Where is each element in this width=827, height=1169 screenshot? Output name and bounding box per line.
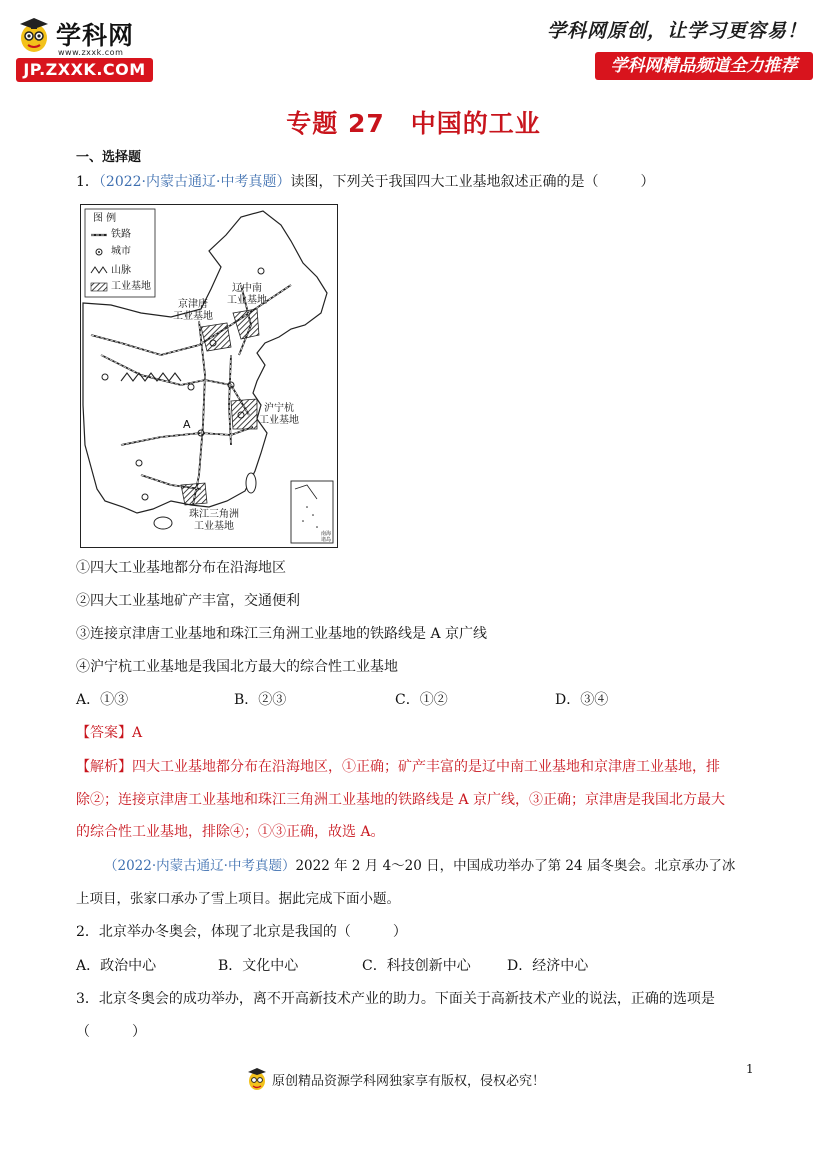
q2-option-c[interactable]: C．科技创新中心 <box>362 958 471 974</box>
section-heading: 一、选择题 <box>76 150 142 165</box>
zxxk-logo[interactable] <box>16 14 156 82</box>
label-jingjintang-name: 京津唐 <box>178 299 208 310</box>
footer-copyright: 原创精品资源学科网独家享有版权，侵权必究！ <box>272 1074 546 1089</box>
q1-statement-4: ④沪宁杭工业基地是我国北方最大的综合性工业基地 <box>76 659 398 675</box>
label-inset: 南海诸岛 <box>320 531 331 543</box>
q1-option-c[interactable]: C．①② <box>395 692 448 708</box>
china-industrial-bases-map <box>80 204 338 548</box>
q1-number: 1． <box>76 174 99 190</box>
label-zhujiang <box>189 509 239 533</box>
q1-source: （2022·内蒙古通辽·中考真题） <box>98 174 291 190</box>
label-liaozhongnan <box>227 283 267 307</box>
legend-city: 城市 <box>111 246 131 257</box>
passage-line-2: 上项目，张家口承办了雪上项目。据此完成下面小题。 <box>76 891 400 907</box>
label-jingjintang-type: 工业基地 <box>173 311 213 322</box>
title-topic-name: 中国的工业 <box>410 109 541 138</box>
zhujiang-hatch <box>181 483 207 505</box>
legend-railway: 铁路 <box>111 229 131 240</box>
label-a-railway: A <box>183 418 191 431</box>
q3-blank: （ ） <box>76 1024 146 1040</box>
passage-text-1: 2022 年 2 月 4～20 日，中国成功举办了第 24 届冬奥会。北京承办了冰 <box>295 858 736 874</box>
passage-source: （2022·内蒙古通辽·中考真题） <box>104 858 296 874</box>
q1-stem <box>76 172 654 192</box>
logo-domain[interactable]: JP.ZXXK.COM <box>16 58 153 82</box>
q2-option-b[interactable]: B．文化中心 <box>218 958 299 974</box>
header-banner: 学科网精品频道全力推荐 <box>595 52 813 80</box>
legend-title: 图 例 <box>93 213 117 224</box>
q1-stem-text: 读图，下列关于我国四大工业基地叙述正确的是（ ） <box>290 174 655 190</box>
logo-url: www.zxxk.com <box>58 48 124 57</box>
label-liaozhongnan-name: 辽中南 <box>232 283 262 294</box>
q1-statement-2: ②四大工业基地矿产丰富，交通便利 <box>76 593 300 609</box>
q2-option-a[interactable]: A．政治中心 <box>76 958 157 974</box>
footer-mascot-icon <box>246 1066 268 1092</box>
label-zhujiang-name: 珠江三角洲 <box>189 509 239 520</box>
q1-statement-1: ①四大工业基地都分布在沿海地区 <box>76 560 286 576</box>
label-huningchang-name: 沪宁杭 <box>264 403 294 414</box>
label-liaozhongnan-type: 工业基地 <box>227 295 267 306</box>
q1-statement-3: ③连接京津唐工业基地和珠江三角洲工业基地的铁路线是 A 京广线 <box>76 626 488 642</box>
q1-analysis-line-2: 除②；连接京津唐工业基地和珠江三角洲工业基地的铁路线是 A 京广线，③正确；京津唐是我国北方最大 <box>76 792 726 808</box>
page-title <box>0 104 827 140</box>
q2-stem: 2．北京举办冬奥会，体现了北京是我国的（ ） <box>76 924 407 940</box>
passage-line-1 <box>104 856 735 876</box>
q3-stem: 3．北京冬奥会的成功举办，离不开高新技术产业的助力。下面关于高新技术产业的说法，正确的选项是 <box>76 991 715 1007</box>
label-zhujiang-type: 工业基地 <box>194 521 234 532</box>
q1-option-b[interactable]: B．②③ <box>234 692 287 708</box>
label-huningchang-type: 工业基地 <box>259 415 299 426</box>
q1-option-d[interactable]: D．③④ <box>555 692 609 708</box>
label-huningchang <box>259 403 299 427</box>
legend-mountain: 山脉 <box>111 265 131 276</box>
mascot-icon <box>16 16 52 54</box>
q2-option-d[interactable]: D．经济中心 <box>507 958 589 974</box>
label-jingjintang <box>173 299 213 323</box>
q1-option-a[interactable]: A．①③ <box>76 692 129 708</box>
legend-industrial-base: 工业基地 <box>111 281 151 292</box>
logo-name: 学科网 <box>56 21 135 50</box>
title-topic-number: 专题 27 <box>286 109 385 138</box>
q1-answer: 【答案】A <box>76 725 143 741</box>
q1-analysis-line-3: 的综合性工业基地，排除④；①③正确，故选 A。 <box>76 824 385 840</box>
huningchang-hatch <box>231 399 257 429</box>
q1-analysis-line-1: 【解析】四大工业基地都分布在沿海地区，①正确；矿产丰富的是辽中南工业基地和京津唐工业基地，排 <box>76 759 720 775</box>
header-slogan: 学科网原创，让学习更容易！ <box>546 20 807 42</box>
page-number: 1 <box>746 1062 754 1076</box>
